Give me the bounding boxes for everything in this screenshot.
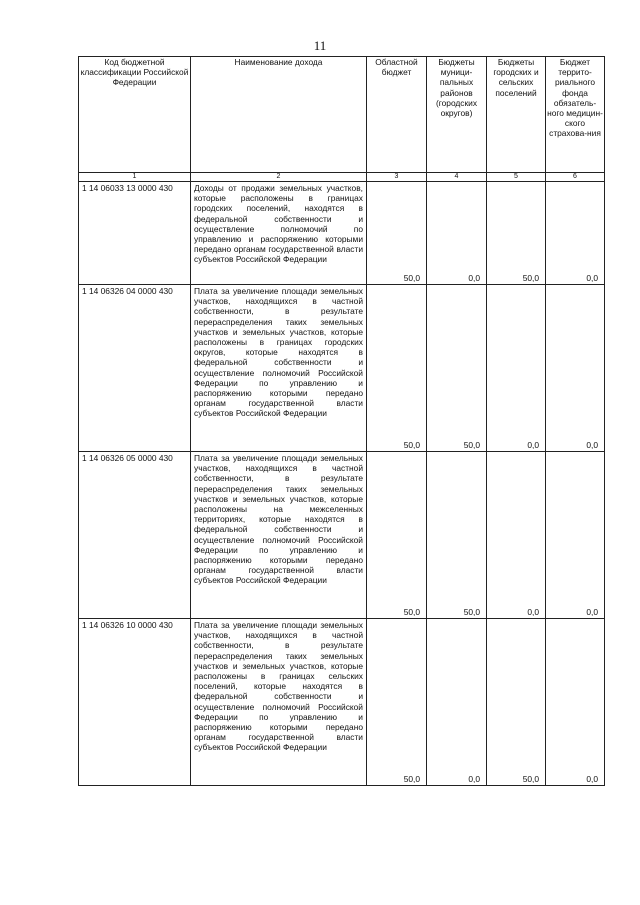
- municipal-share: 0,0: [427, 619, 487, 786]
- page-number: 11: [313, 38, 327, 53]
- table-header-row: [79, 57, 605, 173]
- table-row: [79, 285, 605, 452]
- revenue-table: [78, 56, 605, 786]
- header-name: Наименование дохода: [191, 57, 367, 173]
- revenue-code: 1 14 06326 10 0000 430: [79, 619, 191, 786]
- revenue-name: Плата за увеличение площади земельных участков, находящихся в частной собственности, в результате перераспределения таких земельных участков и земельных участков, которые расположены в границах городских округов, которые находятся в федеральной собственности и осуществление полномочий Российской Федерации по управлению и распоряжению которыми передано органам государственной власти субъектов Российской Федерации: [191, 285, 367, 452]
- column-number: 3: [367, 173, 427, 182]
- column-number: 4: [427, 173, 487, 182]
- settlements-share: 50,0: [487, 619, 546, 786]
- column-number: 5: [487, 173, 546, 182]
- column-number-row: [79, 173, 605, 182]
- revenue-name: Плата за увеличение площади земельных участков, находящихся в частной собственности, в результате перераспределения таких земельных участков и земельных участков, которые расположены на межселенных территориях, которые находятся в федеральной собственности и осуществление полномочий Российской Федерации по управлению и распоряжению которыми передано органам государственной власти субъектов Российской Федерации: [191, 452, 367, 619]
- column-number: 6: [546, 173, 605, 182]
- regional-share: 50,0: [367, 182, 427, 285]
- regional-share: 50,0: [367, 619, 427, 786]
- fund-share: 0,0: [546, 182, 605, 285]
- settlements-share: 50,0: [487, 182, 546, 285]
- regional-share: 50,0: [367, 285, 427, 452]
- municipal-share: 0,0: [427, 182, 487, 285]
- column-number: 1: [79, 173, 191, 182]
- header-fund: Бюджет террито-риального фонда обязатель-ного медицин-ского страхова-ния: [546, 57, 605, 173]
- fund-share: 0,0: [546, 452, 605, 619]
- table-row: [79, 182, 605, 285]
- revenue-code: 1 14 06326 04 0000 430: [79, 285, 191, 452]
- header-municipal: Бюджеты муници-пальных районов (городских округов): [427, 57, 487, 173]
- header-settlements: Бюджеты городских и сельских поселений: [487, 57, 546, 173]
- municipal-share: 50,0: [427, 452, 487, 619]
- revenue-name: Плата за увеличение площади земельных участков, находящихся в частной собственности, в результате перераспределения таких земельных участков и земельных участков, которые расположены в границах сельских поселений, которые находятся в федеральной собственности и осуществление полномочий Российской Федерации по управлению и распоряжению которыми передано органам государственной власти субъектов Российской Федерации: [191, 619, 367, 786]
- regional-share: 50,0: [367, 452, 427, 619]
- municipal-share: 50,0: [427, 285, 487, 452]
- header-regional: Областной бюджет: [367, 57, 427, 173]
- settlements-share: 0,0: [487, 452, 546, 619]
- fund-share: 0,0: [546, 619, 605, 786]
- table-row: [79, 452, 605, 619]
- revenue-code: 1 14 06326 05 0000 430: [79, 452, 191, 619]
- settlements-share: 0,0: [487, 285, 546, 452]
- revenue-name: Доходы от продажи земельных участков, которые расположены в границах городских поселений, находятся в федеральной собственности и осуществление полномочий по управлению и распоряжению которыми передано органам государственной власти субъектов Российской Федерации: [191, 182, 367, 285]
- fund-share: 0,0: [546, 285, 605, 452]
- column-number: 2: [191, 173, 367, 182]
- table-row: [79, 619, 605, 786]
- revenue-code: 1 14 06033 13 0000 430: [79, 182, 191, 285]
- header-code: Код бюджетной классификации Российской Федерации: [79, 57, 191, 173]
